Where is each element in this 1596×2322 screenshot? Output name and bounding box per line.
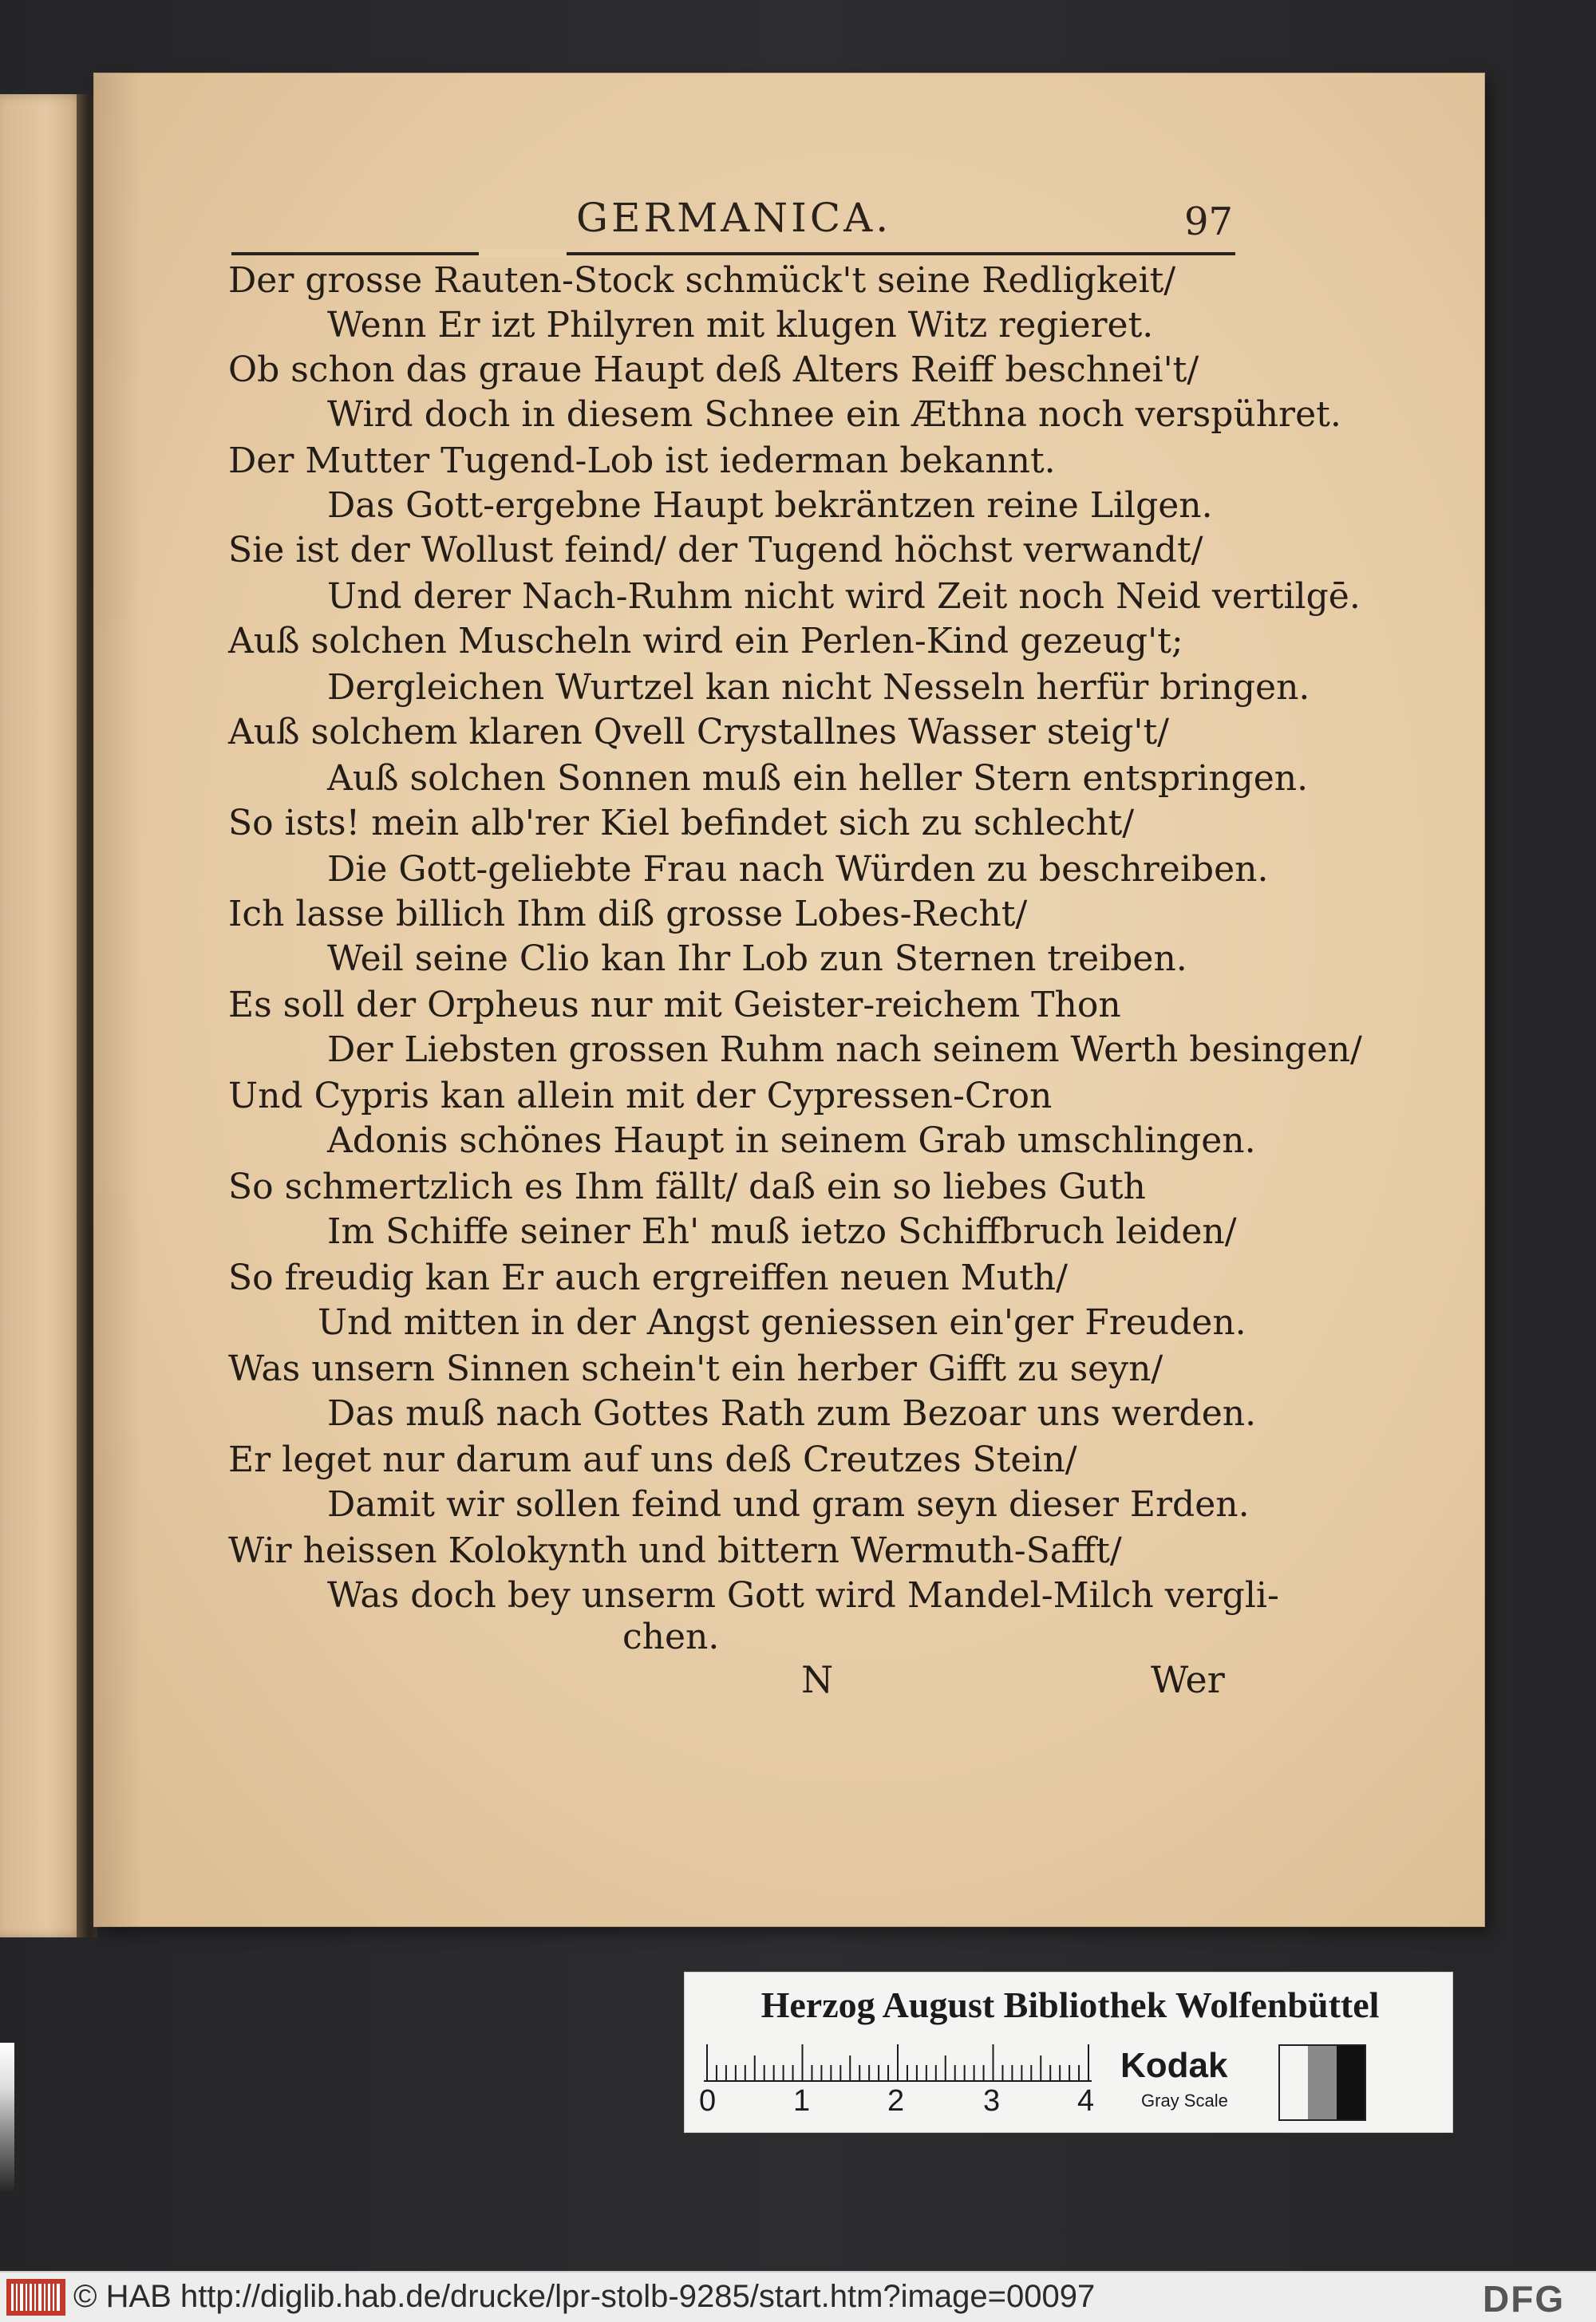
scale-ruler [704,2041,1092,2083]
header-rule [231,252,1235,255]
poem-line: Der Mutter Tugend-Lob ist iederman bekannt. [228,440,1056,481]
poem-line: Damit wir sollen feind und gram seyn dieser Erden. [327,1484,1250,1525]
poem-line: Wir heissen Kolokynth und bittern Wermuth-Safft/ [228,1530,1122,1571]
ruler-numbers [699,2084,1114,2121]
poem-line: So freudig kan Er auch ergreiffen neuen Muth/ [228,1258,1068,1298]
gray-patch-white [1280,2046,1308,2119]
poem-line: Was doch bey unserm Gott wird Mandel-Milch vergli- [327,1575,1279,1616]
poem-line: Auß solchen Sonnen muß ein heller Stern entspringen. [327,758,1309,799]
poem-line: chen. [622,1617,720,1657]
poem-line: Dergleichen Wurtzel kan nicht Nesseln herfür bringen. [327,667,1310,708]
poem-line: Auß solchen Muscheln wird ein Perlen-Kind gezeug't; [228,621,1183,661]
poem-line: Und derer Nach-Ruhm nicht wird Zeit noch Neid vertilgē. [327,576,1361,617]
poem-line: Der Liebsten grossen Ruhm nach seinem Werth besingen/ [327,1029,1362,1070]
poem-line: So schmertzlich es Ihm fällt/ daß ein so liebes Guth [228,1167,1146,1207]
ruler-number: 0 [699,2084,717,2118]
footer-bar [0,2271,1596,2322]
signature-mark: N [801,1658,834,1701]
poem-line: Was unsern Sinnen schein't ein herber Gifft zu seyn/ [228,1349,1163,1389]
poem-line: Und Cypris kan allein mit der Cypressen-Cron [228,1076,1053,1116]
page-number: 97 [1184,199,1234,244]
dfg-logo: DFG [1483,2278,1566,2320]
poem-line: Das Gott-ergebne Haupt bekräntzen reine Lilgen. [327,485,1213,526]
header-rule-gap [479,249,567,257]
poem-line: Im Schiffe seiner Eh' muß ietzo Schiffbruch leiden/ [327,1211,1237,1252]
poem-line: Auß solchem klaren Qvell Crystallnes Wasser steig't/ [228,712,1169,752]
ruler-number: 2 [887,2084,905,2118]
library-name: Herzog August Bibliothek Wolfenbüttel [760,1984,1380,2025]
poem-line: Es soll der Orpheus nur mit Geister-reichem Thon [228,985,1121,1025]
previous-page-edge [0,94,86,1937]
gray-patch-black [1337,2046,1365,2119]
kodak-subtitle: Gray Scale [1141,2091,1228,2111]
poem-line: Wenn Er izt Philyren mit klugen Witz regieret. [327,305,1154,346]
catchword: Wer [1151,1658,1225,1701]
gray-patch-mid [1308,2046,1336,2119]
copyright-url[interactable]: © HAB http://diglib.hab.de/drucke/lpr-stolb-9285/start.htm?image=00097 [73,2279,1096,2314]
poem-line: Der grosse Rauten-Stock schmück't seine Redligkeit/ [228,260,1176,301]
ruler-number: 3 [983,2084,1001,2118]
poem-line: Die Gott-geliebte Frau nach Würden zu beschreiben. [327,849,1269,890]
library-color-card [685,1973,1452,2132]
running-head: GERMANICA. [576,195,892,241]
poem-line: Sie ist der Wollust feind/ der Tugend höchst verwandt/ [228,530,1203,571]
ruler-number: 4 [1077,2084,1095,2118]
poem-line: Adonis schönes Haupt in seinem Grab umschlingen. [327,1120,1256,1161]
poem-line: Das muß nach Gottes Rath zum Bezoar uns werden. [327,1393,1257,1434]
barcode-icon [6,2279,65,2316]
poem-line: So ists! mein alb'rer Kiel befindet sich zu schlecht/ [228,803,1135,843]
poem-line: Ich lasse billich Ihm diß grosse Lobes-Recht/ [228,894,1028,934]
kodak-logo: Kodak [1120,2046,1228,2085]
poem-line: Und mitten in der Angst geniessen ein'ger Freuden. [318,1302,1246,1343]
color-target-edge [0,2043,14,2194]
poem-line: Ob schon das graue Haupt deß Alters Reiff beschnei't/ [228,349,1199,390]
poem-line: Er leget nur darum auf uns deß Creutzes Stein/ [228,1439,1077,1480]
poem-line: Wird doch in diesem Schnee ein Æthna noch verspühret. [327,394,1341,435]
poem-line: Weil seine Clio kan Ihr Lob zun Sternen treiben. [327,938,1187,979]
ruler-number: 1 [793,2084,811,2118]
gray-scale-patches [1278,2044,1366,2121]
